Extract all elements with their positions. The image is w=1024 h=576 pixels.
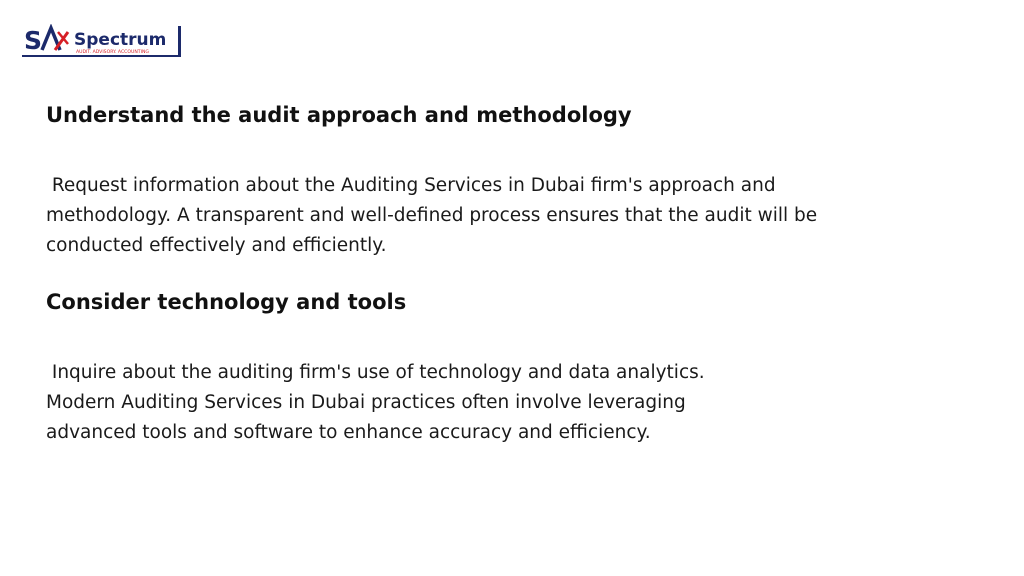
sa-spectrum-logo (22, 24, 182, 60)
paragraph-line: conducted effectively and efficiently. (46, 235, 387, 256)
paragraph-line: advanced tools and software to enhance accuracy and efficiency. (46, 422, 651, 443)
logo-underline (22, 55, 181, 57)
paragraph-line: methodology. A transparent and well-defined process ensures that the audit will be (46, 205, 818, 226)
section-paragraph (46, 358, 946, 448)
logo-wordmark: Spectrum (74, 30, 167, 50)
section-audit-approach-body (46, 171, 946, 261)
section-heading: Understand the audit approach and methodology (46, 103, 632, 127)
logo-right-bar (178, 26, 181, 57)
section-paragraph (46, 171, 946, 261)
paragraph-line: Modern Auditing Services in Dubai practices often involve leveraging (46, 392, 686, 413)
section-audit-approach (46, 101, 946, 129)
section-technology-tools-body (46, 358, 946, 448)
section-heading: Consider technology and tools (46, 290, 407, 314)
section-technology-tools (46, 288, 946, 316)
logo-graphic (22, 24, 182, 60)
paragraph-line: Request information about the Auditing Services in Dubai firm's approach and (46, 175, 776, 196)
logo-tagline: AUDIT. ADVISORY. ACCOUNTING (76, 50, 149, 55)
paragraph-line: Inquire about the auditing firm's use of technology and data analytics. (46, 362, 705, 383)
logo-initial-s: S (24, 26, 43, 55)
